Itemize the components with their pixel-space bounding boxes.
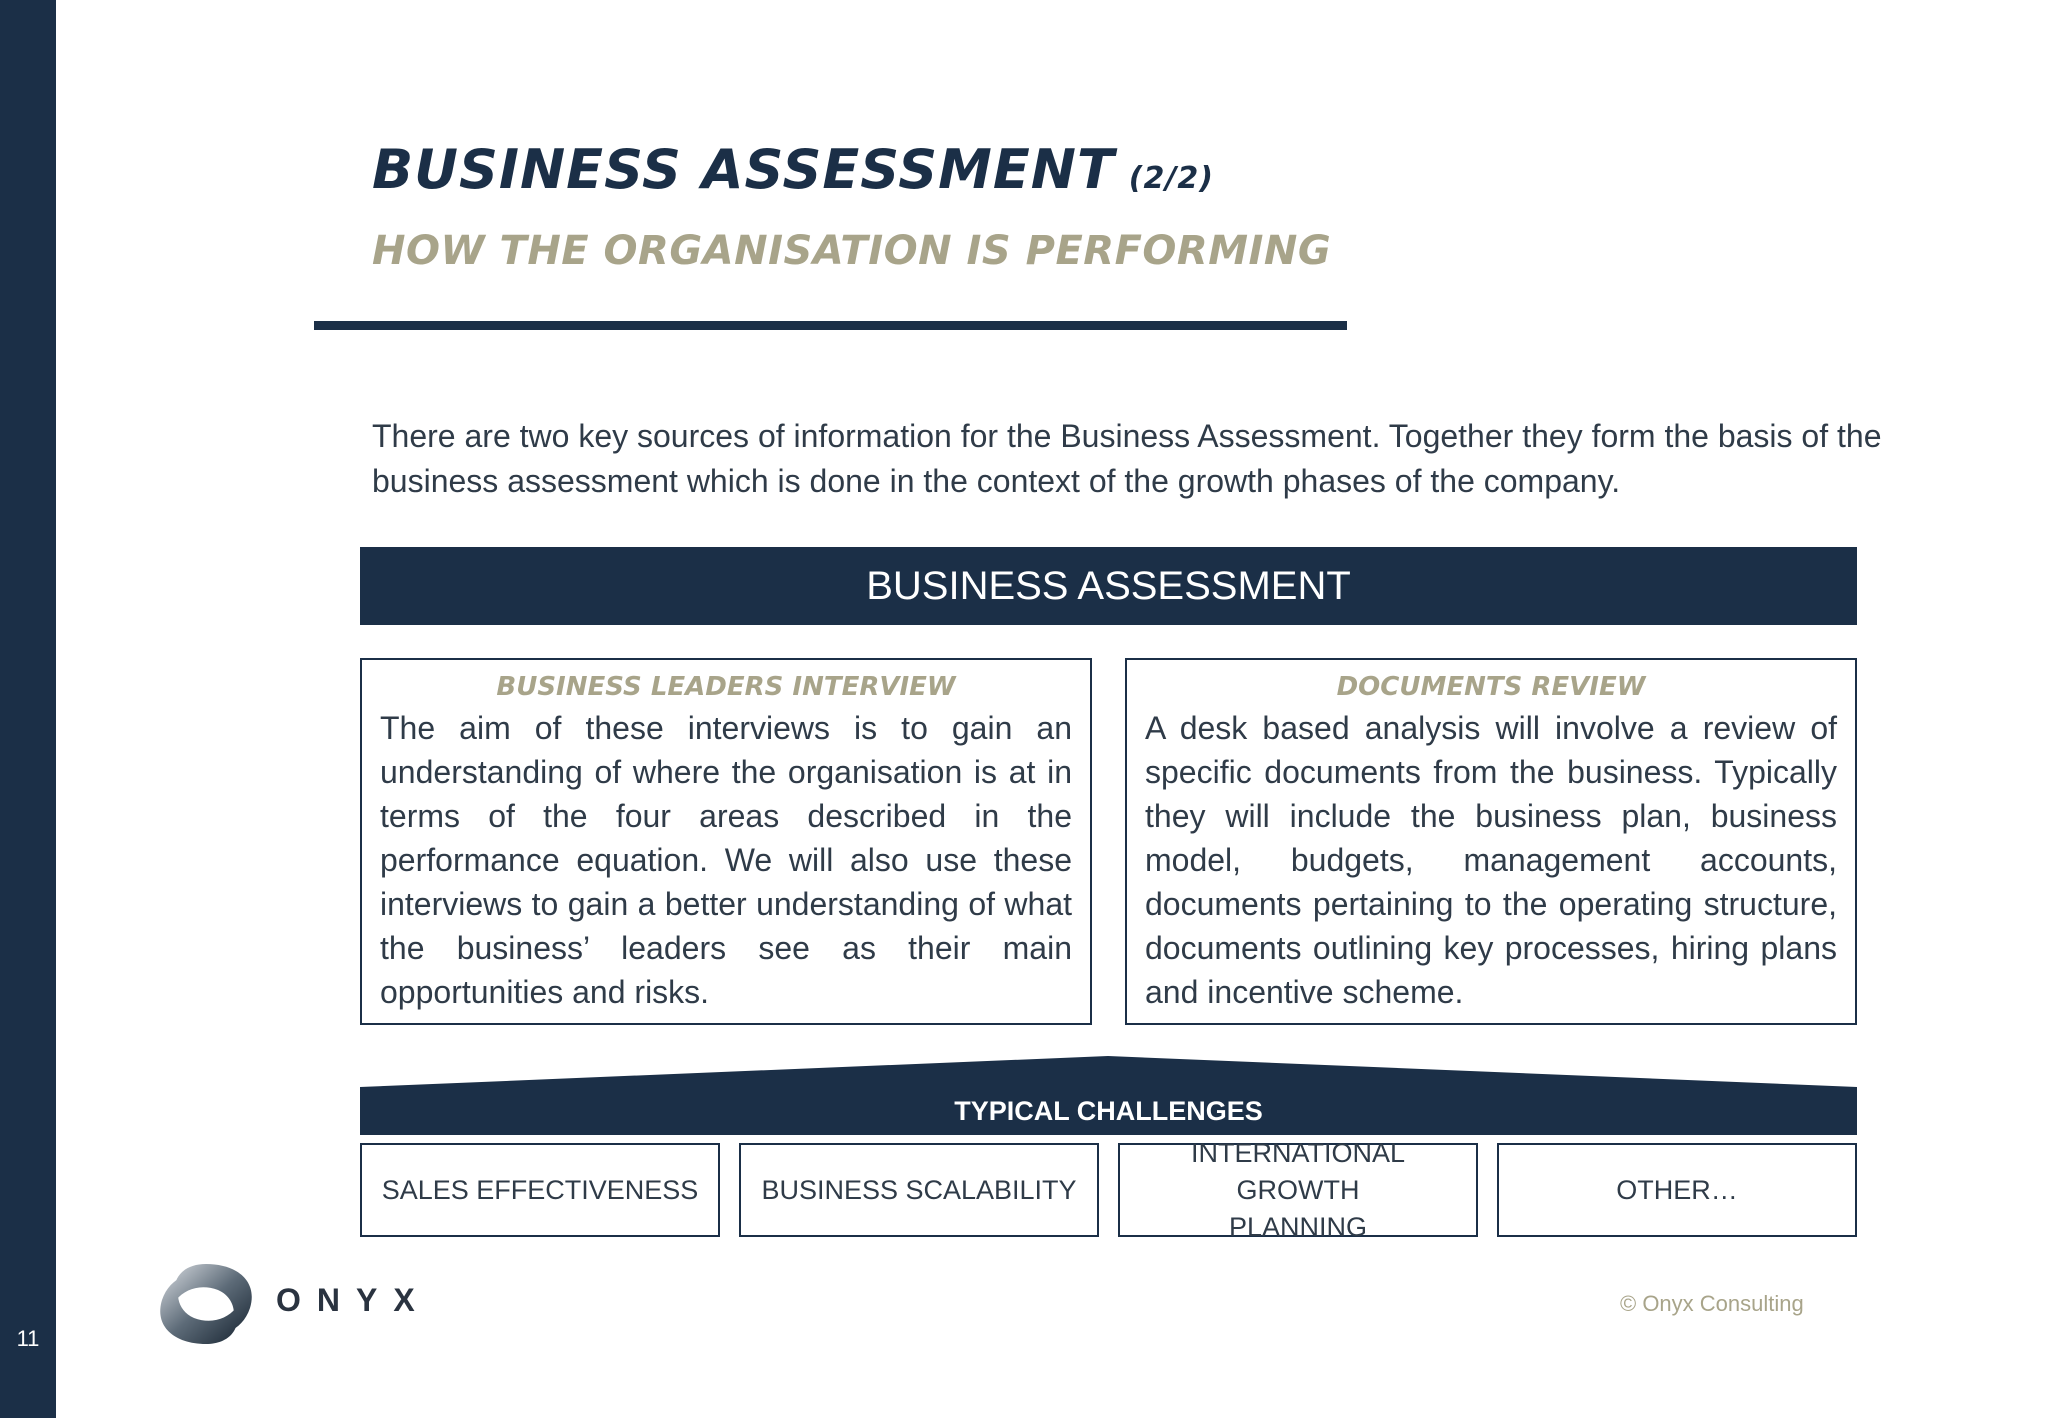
challenge-sales-effectiveness: SALES EFFECTIVENESS — [360, 1143, 720, 1237]
challenge-business-scalability: BUSINESS SCALABILITY — [739, 1143, 1099, 1237]
copyright-notice: © Onyx Consulting — [1620, 1291, 1804, 1316]
page-number: 11 — [16, 1326, 40, 1351]
business-assessment-header: BUSINESS ASSESSMENT — [360, 547, 1857, 625]
page-title — [372, 138, 1214, 201]
page-title-text: BUSINESS ASSESSMENT — [372, 138, 1115, 201]
documents-review-box — [1125, 658, 1857, 1025]
intro-paragraph: There are two key sources of information for the Business Assessment. Together they form the basis of the business assessment which is done in the context of the growth phases of the company. — [372, 418, 1882, 499]
documents-review-text: A desk based analysis will involve a review of specific documents from the business. Typically they will include the business plan, business model, budgets, management accounts, documents pertaining to the operating structure, documents outlining key processes, hiring plans and incentive scheme. — [1145, 710, 1837, 1010]
business-leaders-interview-text: The aim of these interviews is to gain an understanding of where the organisation is at in terms of the four areas described in the performance equation. We will also use these interviews to gain a better understanding of what the business’ leaders see as their main opportunities and risks. — [380, 710, 1072, 1010]
onyx-logo-text: ONYX — [276, 1282, 431, 1318]
challenge-international-growth-planning — [1118, 1137, 1478, 1242]
left-sidebar-bar — [0, 0, 56, 1418]
challenge-other: OTHER… — [1497, 1143, 1857, 1237]
page-subtitle: HOW THE ORGANISATION IS PERFORMING — [372, 228, 1332, 274]
onyx-logo — [146, 1258, 446, 1350]
onyx-swirl-icon — [146, 1258, 266, 1350]
title-divider — [314, 321, 1347, 330]
business-leaders-interview-box — [360, 658, 1092, 1025]
page-title-suffix: (2/2) — [1128, 161, 1214, 196]
typical-challenges-banner — [360, 1056, 1857, 1135]
documents-review-title: DOCUMENTS REVIEW — [1336, 672, 1646, 702]
challenge-international-growth-planning-label: INTERNATIONAL GROWTH PLANNING — [1190, 1137, 1406, 1242]
business-leaders-interview-title: BUSINESS LEADERS INTERVIEW — [496, 672, 956, 702]
typical-challenges-label: TYPICAL CHALLENGES — [954, 1095, 1263, 1126]
